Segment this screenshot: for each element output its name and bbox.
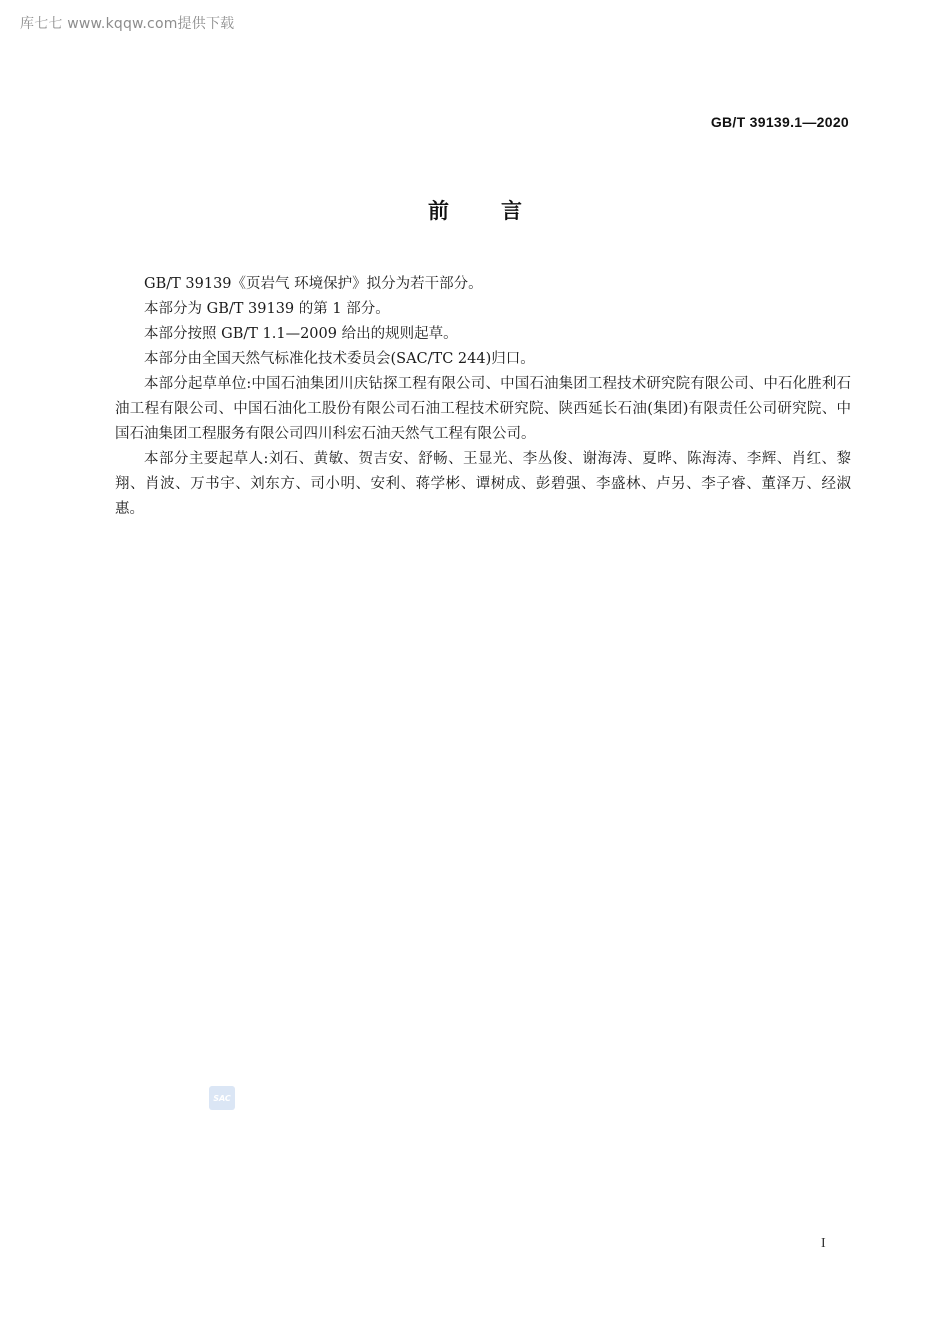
download-watermark: 库七七 www.kqqw.com提供下载 bbox=[20, 16, 235, 32]
title-char-2: 言 bbox=[501, 199, 522, 223]
paragraph-drafting-units: 本部分起草单位:中国石油集团川庆钻探工程有限公司、中国石油集团工程技术研究院有限公司、中石化胜利石油工程有限公司、中国石油化工股份有限公司石油工程技术研究院、陕西延长石油(集团)有限责任公司研究院、中国石油集团工程服务有限公司四川科宏石油天然气工程有限公司。 bbox=[115, 376, 851, 442]
foreword-body bbox=[115, 272, 851, 522]
page-number: I bbox=[821, 1236, 826, 1251]
title-char-1: 前 bbox=[428, 199, 449, 223]
paragraph-committee: 本部分由全国天然气标准化技术委员会(SAC/TC 244)归口。 bbox=[144, 351, 535, 367]
paragraph-series-note: GB/T 39139《页岩气 环境保护》拟分为若干部分。 bbox=[144, 276, 483, 292]
sac-logo-icon: SAC bbox=[209, 1086, 235, 1110]
standard-number: GB/T 39139.1—2020 bbox=[710, 114, 849, 130]
paragraph-drafters: 本部分主要起草人:刘石、黄敏、贺吉安、舒畅、王显光、李丛俊、谢海涛、夏晔、陈海涛、李辉、肖红、黎翔、肖波、万书宇、刘东方、司小明、安利、蒋学彬、谭树成、彭碧强、李盛林、卢另、李子睿、董泽万、经淑惠。 bbox=[115, 451, 851, 517]
paragraph-part-number: 本部分为 GB/T 39139 的第 1 部分。 bbox=[144, 301, 390, 317]
paragraph-drafting-rules: 本部分按照 GB/T 1.1—2009 给出的规则起草。 bbox=[144, 326, 458, 342]
page-title bbox=[0, 195, 950, 225]
